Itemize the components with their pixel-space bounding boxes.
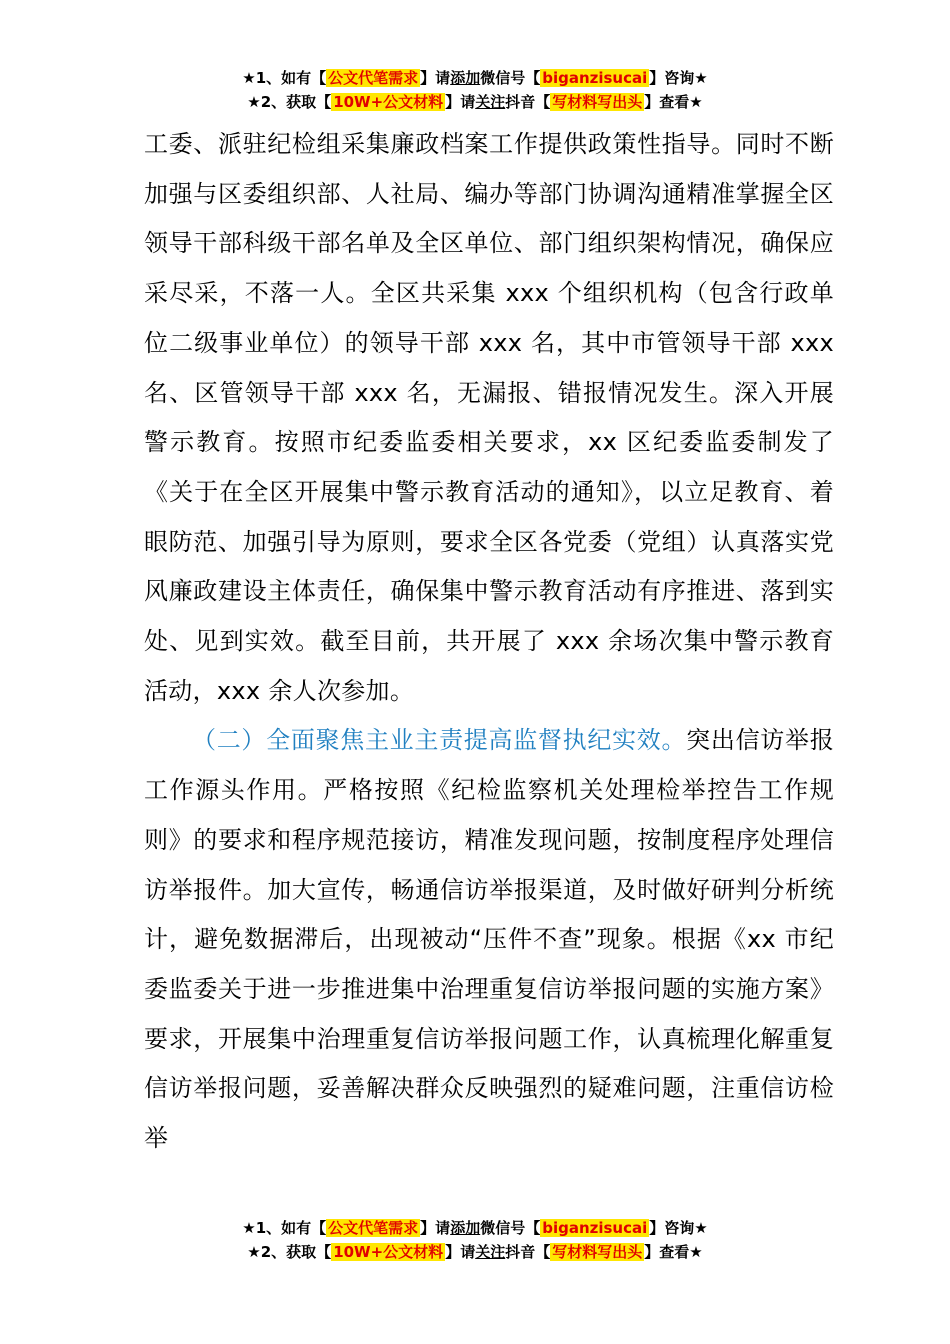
banner-text: ★1、如有【	[242, 69, 327, 87]
banner-text: 】请	[420, 1219, 451, 1237]
banner-highlight: 公文代笔需求	[328, 1219, 419, 1237]
banner-highlight: biganzisucai	[542, 69, 648, 87]
banner-text: 微信号【	[480, 1219, 541, 1237]
banner-text: 】请	[420, 69, 451, 87]
paragraph-2-text: 突出信访举报工作源头作用。严格按照《纪检监察机关处理检举控告工作规则》的要求和程序规范接访，精准发现问题，按制度程序处理信访举报件。加大宣传，畅通信访举报渠道，及时做好研判分析统计，避免数据滞后，出现被动“压件不查”现象。根据《xx 市纪委监委关于进一步推进集中治理重复信访举报问题的实施方案》要求，开展集中治理重复信访举报问题工作，认真梳理化解重复信访举报问题，妥善解决群众反映强烈的疑难问题，注重信访检举	[144, 726, 834, 1153]
banner-text: 】请	[445, 1243, 476, 1261]
paragraph-1: 工委、派驻纪检组采集廉政档案工作提供政策性指导。同时不断加强与区委组织部、人社局、编办等部门协调沟通精准掌握全区领导干部科级干部名单及全区单位、部门组织架构情况，确保应采尽采，不落一人。全区共采集 xxx 个组织机构（包含行政单位二级事业单位）的领导干部 xxx 名，其中市管领导干部 xxx 名、区管领导干部 xxx 名，无漏报、错报情况发生。深入开展警示教育。按照市纪委监委相关要求，xx 区纪委监委制发了《关于在全区开展集中警示教育活动的通知》，以立足教育、着眼防范、加强引导为原则，要求全区各党委（党组）认真落实党风廉政建设主体责任，确保集中警示教育活动有序推进、落到实处、见到实效。截至目前，共开展了 xxx 余场次集中警示教育活动，xxx 余人次参加。	[144, 130, 834, 705]
banner-text: 】咨询★	[649, 1219, 708, 1237]
banner-underlined-text: 添加	[450, 69, 481, 87]
section-heading: （二）全面聚焦主业主责提高监督执纪实效。	[192, 726, 687, 755]
banner-underlined-text: 关注	[475, 93, 506, 111]
banner-text: 】查看★	[644, 1243, 703, 1261]
banner-underlined-text: 关注	[475, 1243, 506, 1261]
banner-text: 】咨询★	[649, 69, 708, 87]
banner-text: 微信号【	[480, 69, 541, 87]
banner-line-2	[0, 1240, 950, 1264]
banner-text: 】请	[445, 93, 476, 111]
banner-line-1	[0, 1216, 950, 1240]
banner-text: 抖音【	[505, 1243, 551, 1261]
document-body	[144, 120, 834, 1164]
banner-text: ★2、获取【	[247, 1243, 332, 1261]
banner-text: ★2、获取【	[247, 93, 332, 111]
banner-highlight: 公文代笔需求	[328, 69, 419, 87]
banner-highlight: 10W+公文材料	[333, 1243, 444, 1261]
header-banner	[0, 66, 950, 114]
banner-line-1	[0, 66, 950, 90]
banner-text: 】查看★	[644, 93, 703, 111]
banner-highlight: 写材料写出头	[552, 93, 643, 111]
paragraph-2	[144, 716, 834, 1163]
banner-text: 抖音【	[505, 93, 551, 111]
banner-underlined-text: 添加	[450, 1219, 481, 1237]
banner-highlight: biganzisucai	[542, 1219, 648, 1237]
banner-highlight: 10W+公文材料	[333, 93, 444, 111]
banner-line-2	[0, 90, 950, 114]
banner-highlight: 写材料写出头	[552, 1243, 643, 1261]
footer-banner	[0, 1216, 950, 1264]
banner-text: ★1、如有【	[242, 1219, 327, 1237]
